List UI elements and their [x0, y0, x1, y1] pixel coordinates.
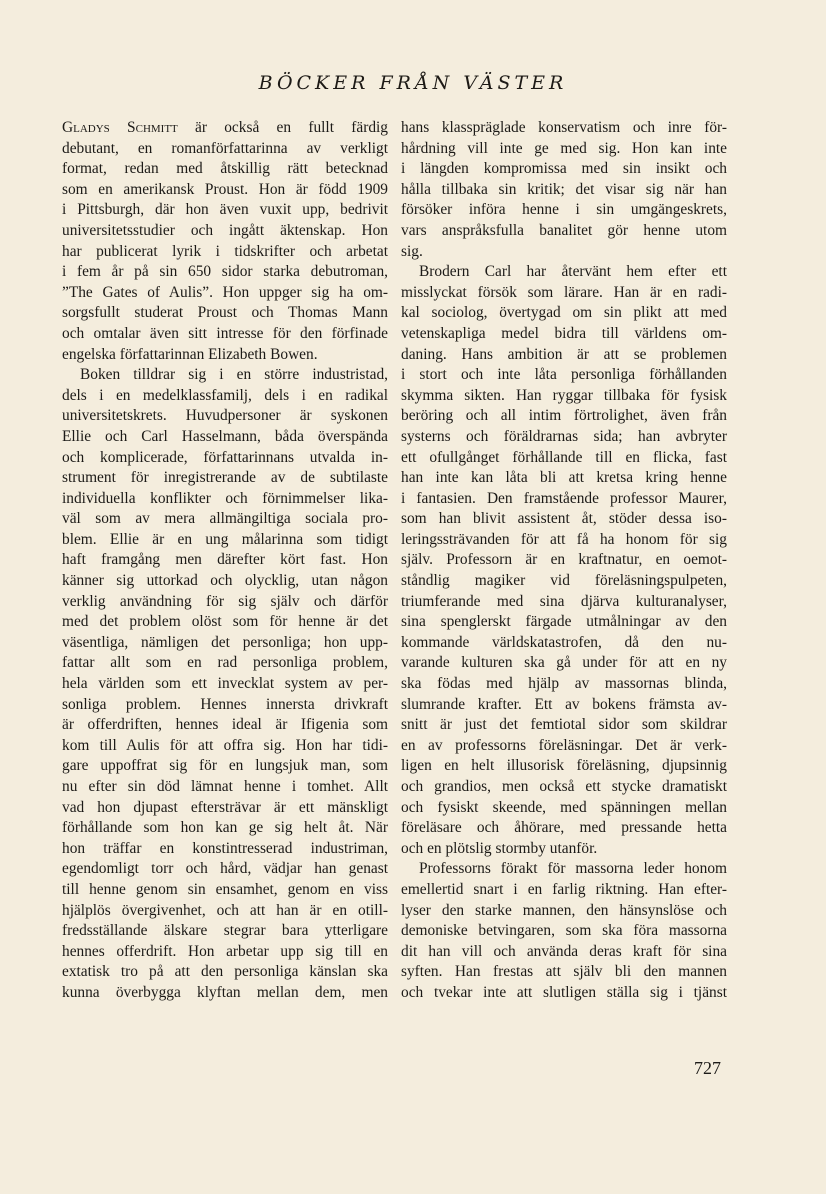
- text-line: är offerdriften, hennes ideal är Ifigenia som: [62, 716, 388, 734]
- text-line: syften. Han frestas att själv bli den mannen: [401, 963, 727, 981]
- text-line: engelska författarinnan Elizabeth Bowen.: [62, 345, 318, 363]
- text-line-content: är också en fullt färdig: [177, 119, 388, 136]
- text-line: dit han vill och använda deras kraft för sina: [401, 942, 727, 960]
- text-line: fattar allt som en rad personliga problem,: [62, 654, 388, 672]
- text-line: han inte kan låta bli att kretsa kring henne: [401, 469, 727, 487]
- text-line: haft framgång men därefter kört fast. Hon: [62, 551, 388, 569]
- text-line: som en amerikansk Proust. Hon är född 1909: [62, 180, 388, 198]
- page-number: 727: [694, 1058, 721, 1078]
- text-line: blem. Ellie är en ung målarinna som tidigt: [62, 530, 388, 548]
- text-line: som han blivit assistent åt, stöder dessa iso-: [401, 510, 727, 528]
- text-line: systerns och föräldrarnas sida; han avbryter: [401, 427, 727, 445]
- text-line: och omtalar även sitt intresse för den förfinade: [62, 324, 388, 342]
- text-line: hon träffar en konstintresserad industriman,: [62, 839, 388, 857]
- text-line: snitt är just det femtiotal sidor som skildrar: [401, 716, 727, 734]
- text-line: i stort och inte låta personliga förhållanden: [401, 366, 727, 384]
- text-line: vars anspråksfulla banalitet gör henne utom: [401, 221, 727, 239]
- text-line: nu efter sin död lämnat henne i tomhet. Allt: [62, 778, 388, 795]
- text-line: individuella konflikter och förnimmelser lika-: [62, 489, 388, 507]
- text-line: i fantasien. Den framstående professor Maurer,: [401, 489, 727, 507]
- text-line: vad hon djupast eftersträvar är ett mänskligt: [62, 798, 388, 816]
- text-line: sorgsfullt studerat Proust och Thomas Mann: [62, 304, 388, 322]
- text-line: gare uppoffrat sig för en lungsjuk man, som: [62, 757, 388, 775]
- text-line: och en plötslig stormby utanför.: [401, 839, 598, 857]
- text-line: sonliga problem. Hennes innersta drivkraft: [62, 695, 388, 713]
- text-line: kom till Aulis för att offra sig. Hon har tidi-: [62, 736, 388, 754]
- text-line: skymma sikten. Han ryggar tillbaka för fysisk: [401, 386, 727, 404]
- text-line: Boken tilldrar sig i en större industristad,: [80, 366, 388, 384]
- text-line: en av professorns föreläsningar. Det är verk-: [401, 736, 727, 754]
- text-line: egendomligt torr och hård, vädjar han genast: [62, 860, 388, 878]
- text-line: ståndlig magiker vid föreläsningspulpeten,: [401, 572, 727, 590]
- text-line: försöker införa henne i sin umgängeskrets,: [401, 201, 727, 219]
- text-line: hårdning vill inte ge med sig. Hon kan inte: [401, 139, 727, 157]
- text-line: med det problem olöst som för henne är det: [62, 613, 388, 631]
- text-line: [62, 118, 388, 139]
- text-line: väsentliga, nämligen det personliga; hon upp-: [62, 633, 388, 651]
- text-line: föreläsare och åhörare, med pressande hetta: [401, 819, 727, 837]
- running-head: BÖCKER FRÅN VÄSTER: [258, 72, 568, 94]
- text-line: slumrande krafter. Ett av bokens främsta av-: [401, 695, 727, 713]
- text-line: kunna överbygga klyftan mellan dem, men: [62, 983, 388, 1001]
- text-line: universitetskrets. Huvudpersoner är syskonen: [62, 407, 388, 425]
- text-line: hans klasspräglade konservatism och inre för-: [401, 119, 727, 136]
- text-line: ”The Gates of Aulis”. Hon uppger sig ha om-: [62, 283, 388, 301]
- text-line: emellertid snart i en farlig riktning. Han efter-: [401, 880, 727, 898]
- text-line: triumferande med sina djärva kulturanalyser,: [401, 592, 727, 610]
- text-line: format, redan med åtskillig rätt betecknad: [62, 160, 388, 178]
- text-line: sig.: [401, 242, 423, 260]
- text-line: strument för inregistrerande av de subtilaste: [62, 469, 388, 487]
- text-line: i längden kompromissa med sin insikt och: [401, 160, 727, 178]
- text-line: har publicerat lyrik i tidskrifter och arbetat: [62, 242, 388, 260]
- text-line: förhållande som hon kan ge sig helt åt. När: [62, 819, 388, 837]
- text-line: i fem år på sin 650 sidor starka debutroman,: [62, 263, 388, 281]
- text-line: vetenskapliga medel bidra till världens om-: [401, 324, 727, 342]
- text-line: extatisk tro på att den personliga känslan ska: [62, 963, 388, 981]
- text-line: kommande världskatastrofen, då den nu-: [401, 633, 727, 651]
- text-line: kal sociolog, övertygad om sin plikt att med: [401, 304, 727, 322]
- text-line: Professorns förakt för massorna leder honom: [419, 860, 727, 878]
- text-line: universitetsstudier och ingått äktenskap. Hon: [62, 221, 388, 239]
- text-line: varande kulturen ska gå under för att en ny: [401, 654, 727, 672]
- text-line: till henne genom sin ensamhet, genom en viss: [62, 880, 388, 898]
- text-line: beröring och all intim förtrolighet, även från: [401, 407, 727, 425]
- text-line: Ellie och Carl Hasselmann, båda överspända: [62, 427, 388, 445]
- text-line: i Pittsburgh, där hon även vuxit upp, bedrivit: [62, 201, 388, 219]
- text-line: dels i en medelklassfamilj, dels i en radikal: [62, 386, 388, 404]
- text-line: hjälplös övergivenhet, och att han är en otill-: [62, 901, 388, 919]
- text-line: hennes offerdrift. Hon arbetar upp sig till en: [62, 942, 388, 960]
- text-line: verklig användning för sig själv och därför: [62, 592, 388, 610]
- text-line: ligen en helt illusorisk föreläsning, djupsinnig: [401, 757, 727, 775]
- opening-name: Gladys Schmitt: [62, 119, 178, 136]
- text-line: debutant, en romanförfattarinna av verkligt: [62, 139, 388, 157]
- text-line: daning. Hans ambition är att se problemen: [401, 345, 727, 363]
- right-text-column: [401, 118, 727, 1004]
- text-line: och tvekar inte att slutligen ställa sig i tjänst: [401, 983, 727, 1001]
- text-line: fredsställande älskare stegrar bara ytterligare: [62, 922, 388, 940]
- text-line: ett ofullgånget förhållande till en flicka, fast: [401, 448, 727, 466]
- text-line: Brodern Carl har återvänt hem efter ett: [419, 263, 727, 281]
- text-line: själv. Professorn är en kraftnatur, en oemot-: [401, 551, 727, 569]
- text-line: och grandios, men också ett stycke dramatiskt: [401, 778, 727, 795]
- text-line: leringssträvanden för att få ha honom för sig: [401, 530, 727, 548]
- text-line: sina spenglerskt färgade utmålningar av den: [401, 613, 727, 631]
- text-line: lyser den starke mannen, den hänsynslöse och: [401, 901, 727, 919]
- text-line: hela världen som ett invecklat system av per-: [62, 675, 388, 693]
- text-line: hålla tillbaka sin kritik; det visar sig när han: [401, 180, 727, 198]
- text-line: misslyckat försök som lärare. Han är en radi-: [401, 283, 727, 301]
- text-line: och komplicerade, författarinnans utvalda in-: [62, 448, 388, 466]
- left-text-column: [62, 118, 388, 1004]
- text-line: känner sig uttorkad och olycklig, utan någon: [62, 572, 388, 590]
- text-line: väl som av mera allmängiltiga sociala pro-: [62, 510, 388, 528]
- text-line: demoniske betvingaren, som ska föra massorna: [401, 922, 727, 940]
- text-line: ska födas med hjälp av massornas blinda,: [401, 675, 727, 693]
- text-line: och fysiskt skeende, med spänningen mellan: [401, 798, 727, 816]
